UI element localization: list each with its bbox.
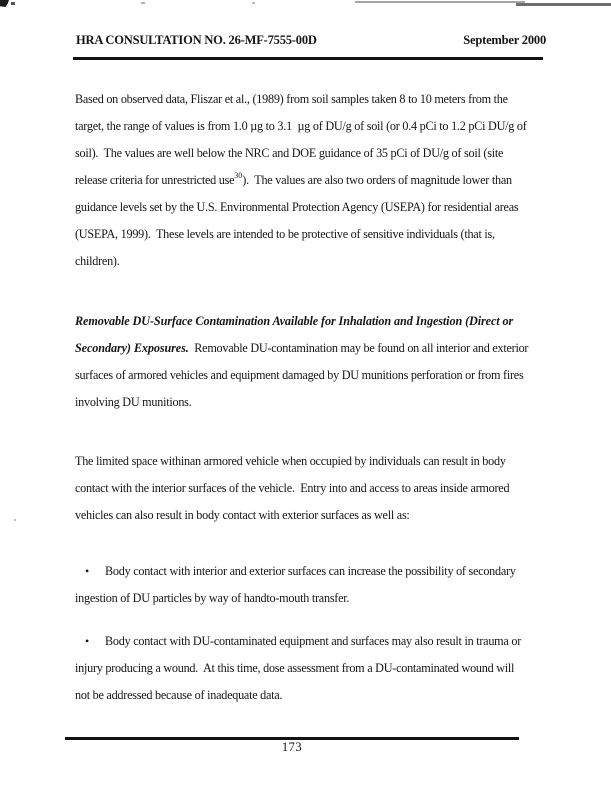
page-header — [76, 33, 546, 48]
bullet-icon: • — [85, 564, 89, 578]
scan-artifact — [14, 519, 16, 521]
text-line-with-footnote — [75, 167, 575, 194]
text-line: surfaces of armored vehicles and equipment damaged by DU munitions perforation or from fires — [75, 368, 524, 382]
text-line: guidance levels set by the U.S. Environmental Protection Agency (USEPA) for residential areas — [75, 200, 519, 214]
text-line: (USEPA, 1999). These levels are intended to be protective of sensitive individuals (that is, — [75, 227, 495, 241]
text-line: soil). The values are well below the NRC and DOE guidance of 35 pCi of DU/g of soil (site — [75, 146, 504, 160]
scan-artifact — [0, 0, 9, 7]
header-doc-number: HRA CONSULTATION NO. 26-MF-7555-00D — [76, 33, 317, 47]
text-line: target, the range of values is from 1.0 µg to 3.1 µg of DU/g of soil (or 0.4 pCi to 1.2 pCi DU/g of — [75, 119, 527, 133]
runin-heading-segment: Secondary) Exposures. — [75, 341, 189, 355]
text-line: ingestion of DU particles by way of handto-mouth transfer. — [75, 591, 350, 605]
text-line — [75, 335, 575, 362]
bullet-first-line — [75, 628, 575, 655]
text-line: involving DU munitions. — [75, 395, 192, 409]
scan-artifact — [11, 2, 15, 5]
footnote-reference: 30 — [234, 171, 243, 180]
paragraph-soil-values — [75, 86, 575, 275]
text-segment: Body contact with interior and exterior surfaces can increase the possibility of secondary — [105, 564, 516, 578]
header-rule — [73, 57, 543, 60]
text-line: The limited space withinan armored vehicle when occupied by individuals can result in body — [75, 454, 506, 468]
text-segment: ). The values are also two orders of magnitude lower than — [242, 173, 512, 187]
scan-artifact — [355, 1, 525, 3]
text-line: injury producing a wound. At this time, dose assessment from a DU-contaminated wound will — [75, 661, 515, 675]
bullet-item-trauma-wound — [75, 628, 575, 709]
text-segment: Body contact with DU-contaminated equipment and surfaces may also result in trauma or — [105, 634, 522, 648]
page-number: 173 — [281, 740, 303, 754]
text-line: vehicles can also result in body contact with exterior surfaces as well as: — [75, 508, 410, 522]
header-date: September 2000 — [463, 33, 546, 47]
paragraph-limited-space — [75, 448, 575, 529]
text-segment: Removable DU-contamination may be found on all interior and exterior — [188, 341, 529, 355]
paragraph-removable-contamination — [75, 308, 575, 416]
bullet-first-line — [75, 558, 575, 585]
scan-artifact — [516, 3, 611, 6]
text-line: contact with the interior surfaces of the vehicle. Entry into and access to areas inside armored — [75, 481, 510, 495]
runin-heading-line: Removable DU-Surface Contamination Available for Inhalation and Ingestion (Direct or — [75, 314, 514, 328]
text-line: Based on observed data, Fliszar et al., (1989) from soil samples taken 8 to 10 meters from the — [75, 92, 508, 106]
text-line: not be addressed because of inadequate data. — [75, 688, 283, 702]
scan-artifact — [141, 2, 145, 4]
bullet-item-secondary-ingestion — [75, 558, 575, 612]
text-line: children). — [75, 254, 120, 268]
bullet-icon: • — [85, 634, 89, 648]
text-segment: release criteria for unrestricted use — [75, 173, 235, 187]
scan-artifact — [252, 2, 255, 4]
